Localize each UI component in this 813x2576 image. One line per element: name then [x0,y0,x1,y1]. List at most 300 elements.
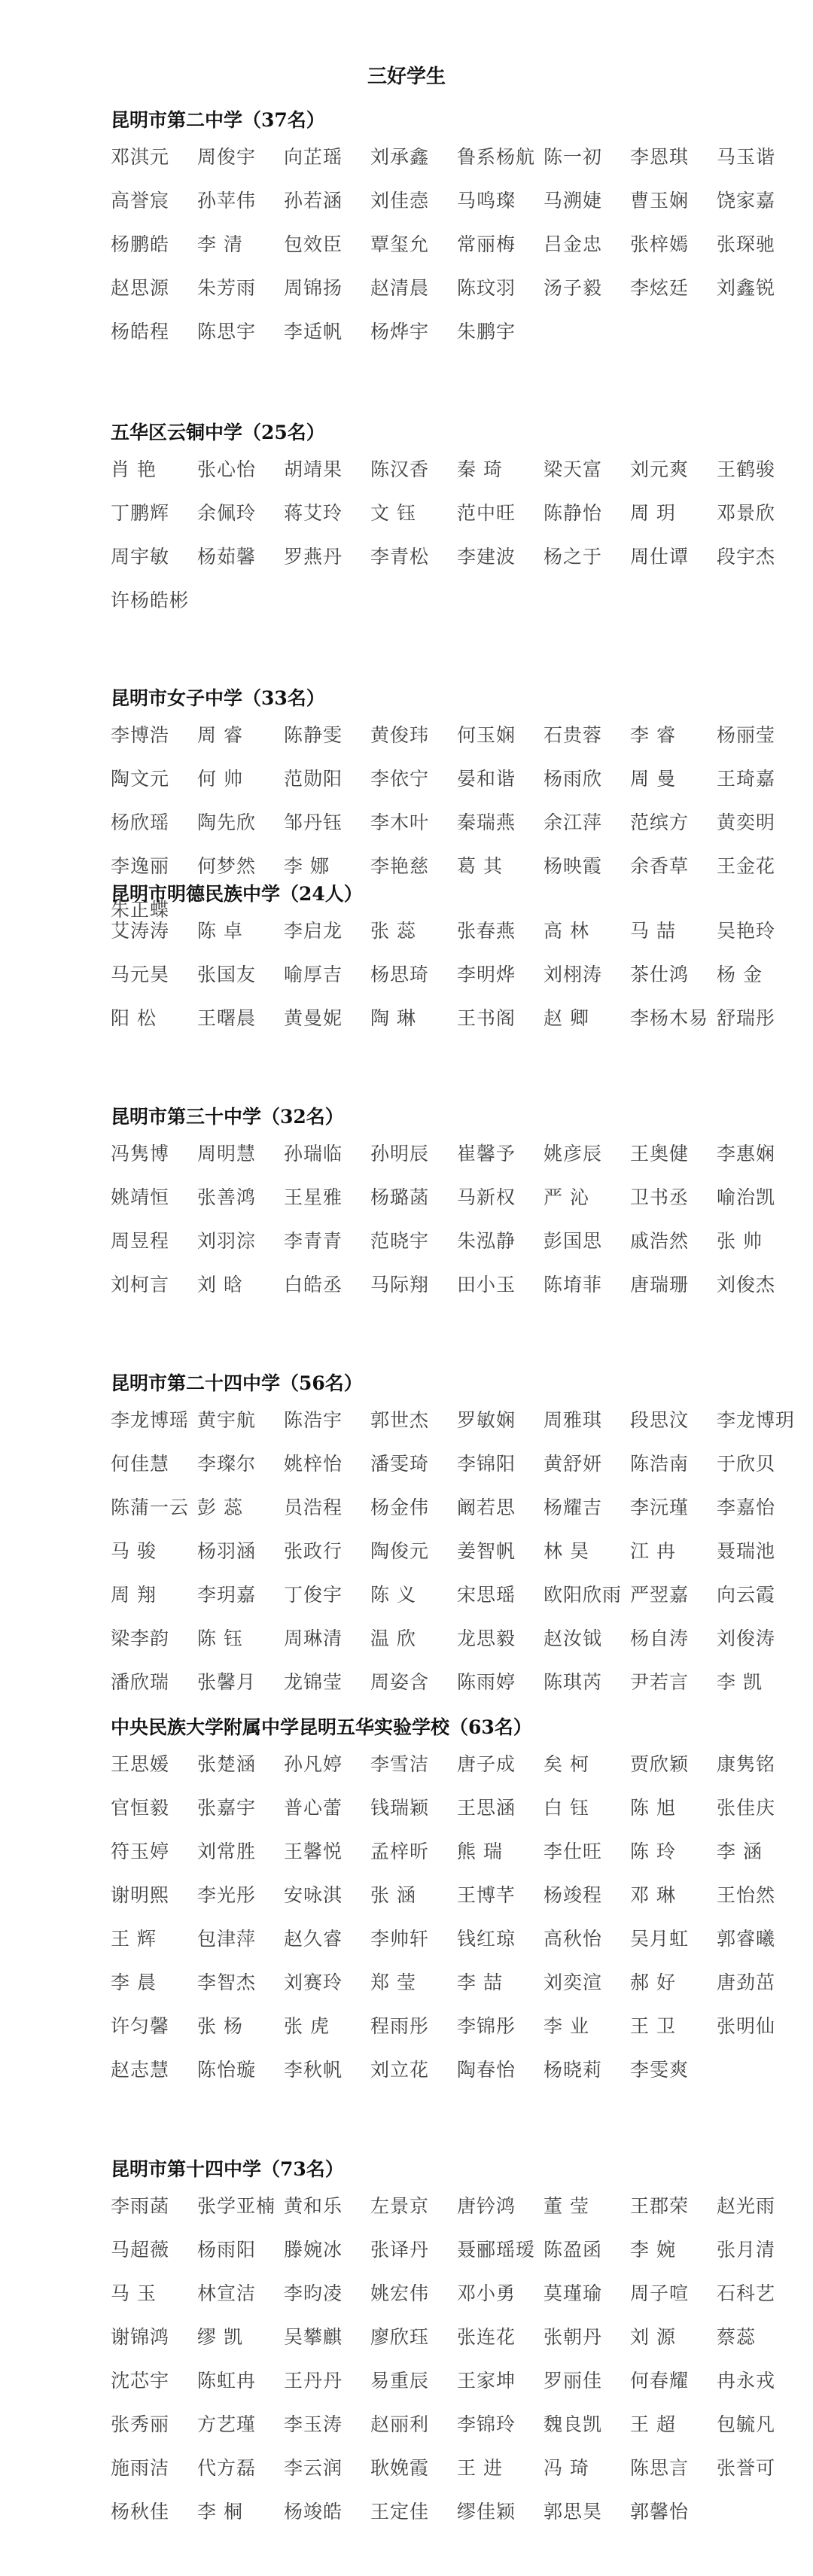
student-name: 杨耀吉 [544,1497,603,1518]
student-name: 郝 好 [630,1972,676,1993]
student-name: 周明慧 [197,1143,257,1165]
student-name: 李雪洁 [370,1753,430,1775]
student-name: 吴月虹 [630,1928,690,1950]
student-name: 陶先欣 [197,811,257,833]
student-name: 李锦阳 [457,1453,516,1475]
student-name: 周琳清 [284,1628,343,1649]
student-name: 龙思毅 [457,1628,516,1649]
student-name: 黄舒妍 [544,1453,603,1475]
student-name: 唐瑞珊 [630,1274,690,1296]
student-name: 张月清 [717,2239,776,2261]
student-name: 张善鸿 [197,1186,257,1208]
student-name: 卫书丞 [630,1186,690,1208]
student-name: 谢明熙 [111,1884,170,1906]
school-section-yuntong [111,418,781,623]
student-name: 安咏淇 [284,1884,343,1906]
student-name: 马 骏 [111,1540,157,1562]
student-name: 陶文元 [111,768,170,790]
student-name: 舒瑞彤 [717,1007,776,1029]
student-name: 郭思昊 [544,2501,603,2523]
student-name: 黄俊玮 [370,724,430,746]
student-name: 张 帅 [717,1230,763,1252]
student-name: 冯隽博 [111,1143,170,1165]
student-name: 赵久睿 [284,1928,343,1950]
student-name: 陈汉香 [370,458,430,480]
student-name: 王馨悦 [284,1841,343,1862]
student-name: 王 超 [630,2413,676,2435]
student-name: 王家坤 [457,2370,516,2392]
student-name: 马元昊 [111,964,170,985]
student-name: 张 涵 [370,1884,416,1906]
student-name: 秦瑞燕 [457,811,516,833]
school-header: 昆明市第十四中学（73名） [111,2158,344,2180]
student-name: 张嘉宇 [197,1797,257,1819]
student-name: 杨鹏皓 [111,233,170,255]
student-name: 郭馨怡 [630,2501,690,2523]
student-name: 杨竣程 [544,1884,603,1906]
student-name: 代方磊 [197,2457,257,2479]
student-name: 周宇敏 [111,546,170,568]
school-header: 昆明市第二中学（37名） [111,109,325,131]
student-name: 高秋怡 [544,1928,603,1950]
student-name: 周 玥 [630,502,676,524]
student-name: 段宇杰 [717,546,776,568]
student-name: 李嘉怡 [717,1497,776,1518]
student-name: 李 娜 [284,855,330,877]
student-name: 王郡荣 [630,2195,690,2217]
student-name: 喻厚吉 [284,964,343,985]
student-name: 王 卫 [630,2015,676,2037]
student-name: 沈芯宇 [111,2370,170,2392]
student-name: 陈浩宇 [284,1409,343,1431]
student-name: 范晓宇 [370,1230,430,1252]
student-name: 何春耀 [630,2370,690,2392]
student-name: 杨金伟 [370,1497,430,1518]
student-name: 马 玉 [111,2282,157,2304]
student-name: 李 睿 [630,724,676,746]
school-section-minzu-wuhua [111,1713,781,2092]
student-name: 廖欣珏 [370,2326,430,2348]
student-name: 杨皓程 [111,321,170,343]
student-name: 包津萍 [197,1928,257,1950]
student-name: 施雨洁 [111,2457,170,2479]
student-name: 李龙博瑶 [111,1409,190,1431]
student-name: 李沅瑾 [630,1497,690,1518]
student-name: 于欣贝 [717,1453,776,1475]
student-name: 郭世杰 [370,1409,430,1431]
student-name: 朱鹏宇 [457,321,516,343]
student-name: 许匀馨 [111,2015,170,2037]
student-name: 李龙博玥 [717,1409,796,1431]
student-name: 向芷瑶 [284,146,343,168]
student-name: 李青松 [370,546,430,568]
student-name: 刘赛玲 [284,1972,343,1993]
student-name: 陈浩南 [630,1453,690,1475]
student-name: 包毓凡 [717,2413,776,2435]
student-name: 赵光雨 [717,2195,776,2217]
student-name: 刘立花 [370,2059,430,2081]
student-name: 张国友 [197,964,257,985]
student-name: 杨雨欣 [544,768,603,790]
student-name: 艾涛涛 [111,920,170,942]
student-name: 罗敏娴 [457,1409,516,1431]
student-name: 王曙晨 [197,1007,257,1029]
student-name: 杨秋佳 [111,2501,170,2523]
student-name: 孙凡婷 [284,1753,343,1775]
student-name: 普心蕾 [284,1797,343,1819]
school-header: 昆明市第二十四中学（56名） [111,1372,363,1394]
document-title: 三好学生 [367,65,446,88]
school-header: 五华区云铜中学（25名） [111,422,325,443]
student-name: 陶春怡 [457,2059,516,2081]
student-name: 蒋艾玲 [284,502,343,524]
student-name: 林宣洁 [197,2282,257,2304]
student-name: 耿娩霞 [370,2457,430,2479]
student-name: 吴攀麒 [284,2326,343,2348]
student-name: 张学亚楠 [197,2195,276,2217]
student-name: 赵丽利 [370,2413,430,2435]
student-name: 周 翔 [111,1584,157,1606]
student-name: 李适帆 [284,321,343,343]
student-name: 符玉婷 [111,1841,170,1862]
student-name: 邓景欣 [717,502,776,524]
student-name: 文 钰 [370,502,416,524]
student-name: 黄曼妮 [284,1007,343,1029]
student-name: 谢锦鸿 [111,2326,170,2348]
student-name: 范缤方 [630,811,690,833]
student-name: 常丽梅 [457,233,516,255]
student-name: 张佳庆 [717,1797,776,1819]
student-name: 刘俊涛 [717,1628,776,1649]
student-name: 秦 琦 [457,458,503,480]
student-name: 陈 钰 [197,1628,243,1649]
student-name: 陈雨婷 [457,1671,516,1693]
student-name: 周姿含 [370,1671,430,1693]
student-name: 王定佳 [370,2501,430,2523]
student-names-grid [111,2185,781,2534]
student-name: 康隽铭 [717,1753,776,1775]
student-name: 李建波 [457,546,516,568]
student-name: 蔡蕊 [717,2326,757,2348]
student-name: 王思媛 [111,1753,170,1775]
student-name: 李逸丽 [111,855,170,877]
student-name: 王琦嘉 [717,768,776,790]
student-name: 杨竣皓 [284,2501,343,2523]
student-name: 许杨皓彬 [111,589,190,611]
student-names-grid [111,1399,796,1704]
student-name: 张明仙 [717,2015,776,2037]
student-name: 赵清晨 [370,277,430,299]
student-name: 刘羽淙 [197,1230,257,1252]
student-name: 陈 旭 [630,1797,676,1819]
student-name: 董 莹 [544,2195,589,2217]
student-name: 李木叶 [370,811,430,833]
student-name: 朱正蝶 [111,899,170,921]
student-name: 李玉涛 [284,2413,343,2435]
student-name: 张梓嫣 [630,233,690,255]
student-name: 陈思宇 [197,321,257,343]
student-name: 王星雅 [284,1186,343,1208]
student-name: 梁李韵 [111,1628,170,1649]
student-name: 左景京 [370,2195,430,2217]
student-name: 李依宁 [370,768,430,790]
student-name: 朱泓静 [457,1230,516,1252]
student-name: 贾欣颖 [630,1753,690,1775]
student-name: 周子喧 [630,2282,690,2304]
student-name: 张秀丽 [111,2413,170,2435]
student-name: 潘雯琦 [370,1453,430,1475]
student-name: 彭国思 [544,1230,603,1252]
student-name: 曹玉娴 [630,190,690,212]
student-name: 田小玉 [457,1274,516,1296]
student-name: 张 虎 [284,2015,330,2037]
student-name: 孟梓昕 [370,1841,430,1862]
student-name: 邓 琳 [630,1884,676,1906]
student-name: 郑 莹 [370,1972,416,1993]
student-name: 尹若言 [630,1671,690,1693]
student-name: 张译丹 [370,2239,430,2261]
student-name: 姚彦辰 [544,1143,603,1165]
student-name: 马超薇 [111,2239,170,2261]
student-name: 周仕谭 [630,546,690,568]
student-name: 李炫廷 [630,277,690,299]
student-name: 李雯爽 [630,2059,690,2081]
student-names-grid [111,1132,781,1307]
student-name: 邹丹钰 [284,811,343,833]
student-name: 张馨月 [197,1671,257,1693]
student-name: 戚浩然 [630,1230,690,1252]
student-names-grid [111,909,781,1040]
student-name: 包效臣 [284,233,343,255]
student-name: 唐劲茁 [717,1972,776,1993]
school-section-kunming-no2 [111,105,781,354]
school-section-kunming-no30 [111,1102,781,1307]
student-name: 陈玟羽 [457,277,516,299]
student-name: 陈堉菲 [544,1274,603,1296]
student-name: 杨璐菡 [370,1186,430,1208]
student-name: 杨羽涵 [197,1540,257,1562]
student-name: 姚梓怡 [284,1453,343,1475]
student-name: 吕金忠 [544,233,603,255]
student-name: 缪 凯 [197,2326,243,2348]
student-name: 李启龙 [284,920,343,942]
student-name: 魏良凯 [544,2413,603,2435]
student-name: 潘欣瑞 [111,1671,170,1693]
student-name: 刘栩涛 [544,964,603,985]
student-name: 向云霞 [717,1584,776,1606]
student-name: 高 林 [544,920,589,942]
student-names-grid [111,448,781,623]
student-name: 钱红琼 [457,1928,516,1950]
student-name: 王 辉 [111,1928,157,1950]
student-name: 张朝丹 [544,2326,603,2348]
student-name: 孙明辰 [370,1143,430,1165]
student-name: 杨思琦 [370,964,430,985]
student-name: 杨茹馨 [197,546,257,568]
student-name: 王博芊 [457,1884,516,1906]
student-name: 马鸣璨 [457,190,516,212]
student-name: 严 沁 [544,1186,589,1208]
student-name: 王金花 [717,855,776,877]
student-name: 员浩程 [284,1497,343,1518]
student-name: 李 婉 [630,2239,676,2261]
student-name: 刘承鑫 [370,146,430,168]
student-name: 周 睿 [197,724,243,746]
student-name: 王思涵 [457,1797,516,1819]
student-name: 杨丽莹 [717,724,776,746]
student-name: 孙瑞临 [284,1143,343,1165]
student-name: 姚宏伟 [370,2282,430,2304]
student-name: 马 喆 [630,920,676,942]
student-name: 李 喆 [457,1972,503,1993]
student-name: 李惠娴 [717,1143,776,1165]
student-name: 宋思瑶 [457,1584,516,1606]
student-name: 茶仕鸿 [630,964,690,985]
student-name: 葛 其 [457,855,503,877]
student-name: 崔馨予 [457,1143,516,1165]
student-name: 程雨彤 [370,2015,430,2037]
student-name: 张楚涵 [197,1753,257,1775]
student-name: 马新权 [457,1186,516,1208]
student-name: 黄和乐 [284,2195,343,2217]
student-name: 阚若思 [457,1497,516,1518]
student-name: 马际翔 [370,1274,430,1296]
student-name: 范勋阳 [284,768,343,790]
student-name: 余佩玲 [197,502,257,524]
student-name: 李恩琪 [630,146,690,168]
student-name: 聂郦瑶瑷 [457,2239,536,2261]
student-name: 杨烨宇 [370,321,430,343]
student-name: 杨欣瑶 [111,811,170,833]
student-name: 张连花 [457,2326,516,2348]
student-name: 陶 琳 [370,1007,416,1029]
student-name: 李昀凌 [284,2282,343,2304]
student-name: 王怡然 [717,1884,776,1906]
student-name: 邓淇元 [111,146,170,168]
student-name: 鲁系杨航 [457,146,536,168]
student-name: 李博浩 [111,724,170,746]
student-name: 孙苹伟 [197,190,257,212]
student-name: 李青青 [284,1230,343,1252]
student-name: 陈一初 [544,146,603,168]
student-name: 刘鑫锐 [717,277,776,299]
student-name: 汤子毅 [544,277,603,299]
student-name: 高誉宸 [111,190,170,212]
student-name: 李 业 [544,2015,589,2037]
student-name: 陈思言 [630,2457,690,2479]
school-section-kunming-no24 [111,1369,796,1704]
student-name: 杨自涛 [630,1628,690,1649]
student-name: 陈蒲一云 [111,1497,190,1518]
student-name: 张誉可 [717,2457,776,2479]
school-section-mingde [111,879,781,1040]
student-names-grid [111,1743,781,2092]
student-name: 刘俊杰 [717,1274,776,1296]
student-name: 周雅琪 [544,1409,603,1431]
school-header: 中央民族大学附属中学昆明五华实验学校（63名） [111,1716,532,1738]
student-name: 李智杰 [197,1972,257,1993]
student-name: 李云润 [284,2457,343,2479]
student-name: 张琛驰 [717,233,776,255]
student-name: 赵思源 [111,277,170,299]
student-name: 李雨菡 [111,2195,170,2217]
student-name: 李玥嘉 [197,1584,257,1606]
student-name: 黄奕明 [717,811,776,833]
student-names-grid [111,135,781,354]
student-name: 何玉娴 [457,724,516,746]
student-name: 李 清 [197,233,243,255]
student-name: 周俊宇 [197,146,257,168]
student-name: 刘常胜 [197,1841,257,1862]
school-header: 昆明市明德民族中学（24人） [111,883,363,905]
student-name: 白 钰 [544,1797,589,1819]
student-name: 陈琪芮 [544,1671,603,1693]
student-name: 杨雨阳 [197,2239,257,2261]
student-name: 李秋帆 [284,2059,343,2081]
student-name: 孙若涵 [284,190,343,212]
student-name: 白皓丞 [284,1274,343,1296]
student-name: 马溯婕 [544,190,603,212]
student-name: 李锦彤 [457,2015,516,2037]
student-name: 张心怡 [197,458,257,480]
student-name: 余江萍 [544,811,603,833]
student-name: 李艳慈 [370,855,430,877]
student-name: 段思汶 [630,1409,690,1431]
student-name: 陈怡璇 [197,2059,257,2081]
student-name: 罗丽佳 [544,2370,603,2392]
student-name: 钱瑞颖 [370,1797,430,1819]
student-name: 滕婉冰 [284,2239,343,2261]
student-name: 吴艳玲 [717,920,776,942]
student-name: 何梦然 [197,855,257,877]
student-name: 梁天富 [544,458,603,480]
student-name: 李 凯 [717,1671,763,1693]
student-name: 冯 琦 [544,2457,589,2479]
student-name: 肖 艳 [111,458,157,480]
student-name: 张政行 [284,1540,343,1562]
student-name: 王书阁 [457,1007,516,1029]
student-name: 黄宇航 [197,1409,257,1431]
student-name: 李 晨 [111,1972,157,1993]
student-name: 刘元爽 [630,458,690,480]
student-name: 聂瑞池 [717,1540,776,1562]
student-name: 李璨尔 [197,1453,257,1475]
student-name: 周 曼 [630,768,676,790]
student-name: 周锦扬 [284,277,343,299]
student-name: 石贵蓉 [544,724,603,746]
student-name: 张 杨 [197,2015,243,2037]
student-name: 唐钤鸿 [457,2195,516,2217]
student-name: 陈静雯 [284,724,343,746]
student-name: 刘佳悫 [370,190,430,212]
student-name: 刘奕渲 [544,1972,603,1993]
student-name: 覃玺允 [370,233,430,255]
student-name: 杨之于 [544,546,603,568]
student-name: 罗燕丹 [284,546,343,568]
school-section-kunming-no14 [111,2154,781,2534]
student-name: 杨映霞 [544,855,603,877]
student-name: 李 涵 [717,1841,763,1862]
student-name: 晏和谐 [457,768,516,790]
student-name: 刘 源 [630,2326,676,2348]
student-name: 李光彤 [197,1884,257,1906]
student-name: 彭 蕊 [197,1497,243,1518]
student-name: 陈静怡 [544,502,603,524]
student-name: 赵志慧 [111,2059,170,2081]
student-name: 陶俊元 [370,1540,430,1562]
student-name: 王鹤骏 [717,458,776,480]
student-name: 余香草 [630,855,690,877]
